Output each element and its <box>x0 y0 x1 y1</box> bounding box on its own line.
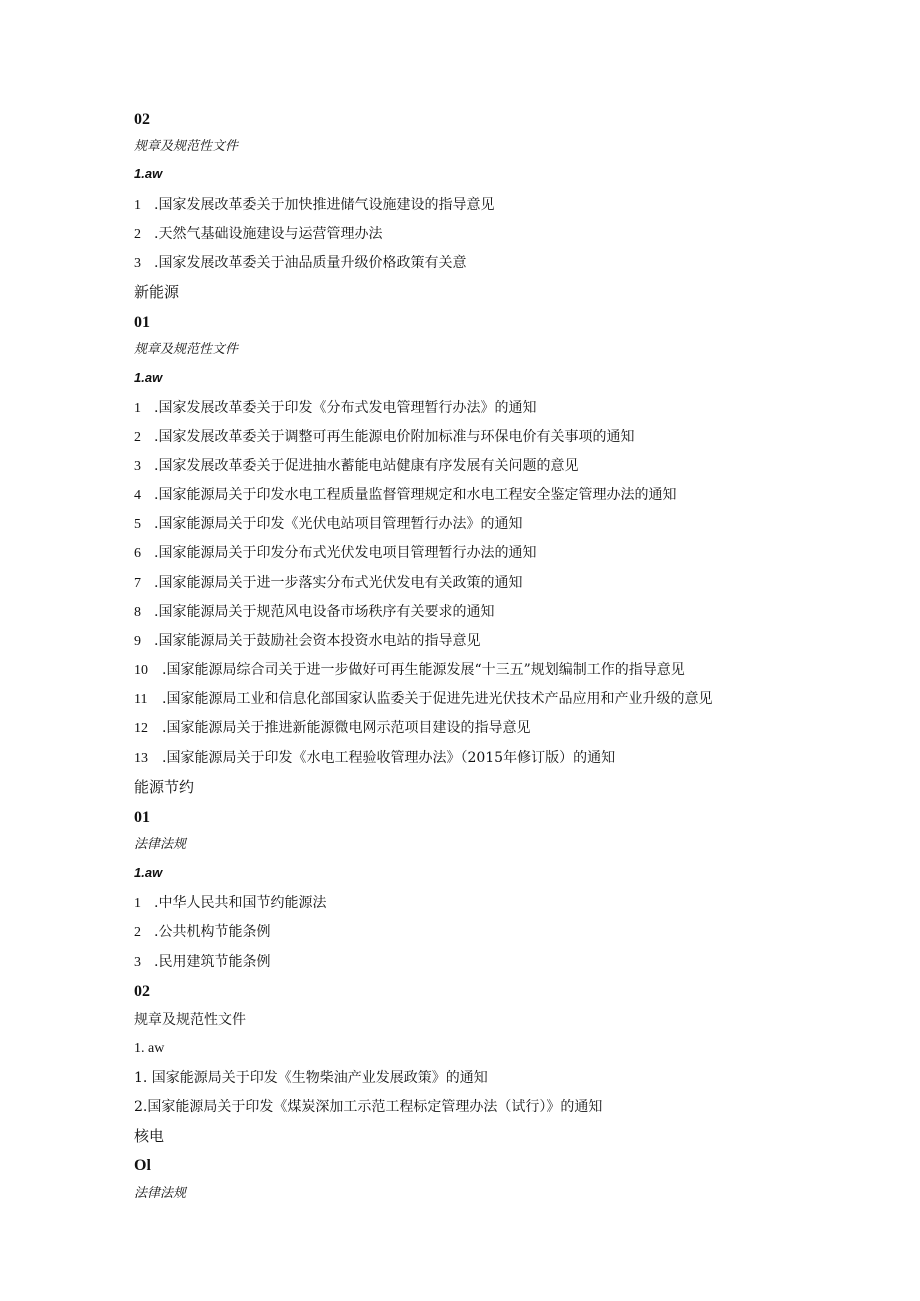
list-item-text: 1. 国家能源局关于印发《生物柴油产业发展政策》的通知 <box>134 1070 488 1086</box>
list-item-text: 2.国家能源局关于印发《煤炭深加工示范工程标定管理办法（试行）》的通知 <box>134 1099 603 1115</box>
section-heading: 能源节约 <box>134 778 195 796</box>
list-item-text: .民用建筑节能条例 <box>154 954 271 970</box>
list-item-number: 3 <box>134 955 141 970</box>
list-item-number: 1 <box>134 896 141 911</box>
list-item-number: 12 <box>134 721 148 736</box>
list-item <box>134 256 466 271</box>
list-item <box>134 605 494 620</box>
list-item <box>134 576 522 591</box>
list-item-number: 13 <box>134 751 148 766</box>
list-item-text: .天然气基础设施建设与运营管理办法 <box>154 226 383 242</box>
category-label: 规章及规范性文件 <box>134 342 239 357</box>
list-item <box>134 459 578 474</box>
list-item-text: .国家能源局关于鼓励社会资本投资水电站的指导意见 <box>154 633 481 649</box>
list-item <box>134 692 712 707</box>
list-item-number: 3 <box>134 256 141 271</box>
list-item-text: .国家发展改革委关于促进抽水蓄能电站健康有序发展有关问题的意见 <box>154 458 579 474</box>
list-item <box>134 663 685 678</box>
list-item-text: .国家发展改革委关于加快推进储气设施建设的指导意见 <box>154 197 495 213</box>
section-heading: 新能源 <box>134 283 180 301</box>
list-item-number: 2 <box>134 925 141 940</box>
list-item-text: .国家能源局关于印发分布式光伏发电项目管理暂行办法的通知 <box>154 545 537 561</box>
list-item <box>134 751 615 766</box>
list-item-number: 1 <box>134 198 141 213</box>
subsection-label: 1.aw <box>134 370 163 385</box>
list-item-text: .国家发展改革委关于油品质量升级价格政策有关意 <box>154 255 467 271</box>
list-item-text: .国家能源局综合司关于进一步做好可再生能源发展“十三五”规划编制工作的指导意见 <box>162 662 685 678</box>
list-item-text: .国家能源局关于印发《光伏电站项目管理暂行办法》的通知 <box>154 516 523 532</box>
list-item-text: .国家能源局工业和信息化部国家认监委关于促进先进光伏技术产品应用和产业升级的意见 <box>162 691 713 707</box>
list-item-text: .中华人民共和国节约能源法 <box>154 895 327 911</box>
list-item-number: 2 <box>134 227 141 242</box>
list-item <box>134 198 494 213</box>
list-item <box>134 1100 602 1114</box>
list-item-number: 4 <box>134 488 141 503</box>
list-item-number: 5 <box>134 517 141 532</box>
list-item-number: 2 <box>134 430 141 445</box>
list-item-number: 1 <box>134 401 141 416</box>
category-label: 规章及规范性文件 <box>134 1012 246 1028</box>
list-item-text: .国家能源局关于进一步落实分布式光伏发电有关政策的通知 <box>154 575 523 591</box>
list-item <box>134 430 634 445</box>
list-item-text: .国家发展改革委关于调整可再生能源电价附加标准与环保电价有关事项的通知 <box>154 429 635 445</box>
list-item-number: 7 <box>134 576 141 591</box>
list-item <box>134 401 536 416</box>
list-item-text: .国家能源局关于印发水电工程质量监督管理规定和水电工程安全鉴定管理办法的通知 <box>154 487 677 503</box>
category-label: 规章及规范性文件 <box>134 139 239 154</box>
list-item-text: .国家发展改革委关于印发《分布式发电管理暂行办法》的通知 <box>154 400 537 416</box>
list-item-text: .国家能源局关于规范风电设备市场秩序有关要求的通知 <box>154 604 495 620</box>
list-item <box>134 546 536 561</box>
list-item-text: .国家能源局关于印发《水电工程验收管理办法》（2015年修订版）的通知 <box>162 750 616 766</box>
subsection-label: 1.aw <box>134 865 163 880</box>
list-item <box>134 925 270 940</box>
section-heading: 核电 <box>134 1127 165 1145</box>
list-item-number: 10 <box>134 663 148 678</box>
list-item-text: .国家能源局关于推进新能源微电网示范项目建设的指导意见 <box>162 720 531 736</box>
list-item <box>134 721 530 736</box>
section-number: 02 <box>134 983 150 1000</box>
list-item <box>134 227 382 242</box>
category-label: 法律法规 <box>134 837 187 852</box>
list-item <box>134 634 480 649</box>
section-number: 02 <box>134 111 150 128</box>
category-label: 法律法规 <box>134 1186 187 1201</box>
list-item-number: 6 <box>134 546 141 561</box>
list-item <box>134 896 326 911</box>
list-item <box>134 1071 488 1085</box>
subsection-label: 1.aw <box>134 166 163 181</box>
list-item-number: 9 <box>134 634 141 649</box>
list-item-text: .公共机构节能条例 <box>154 924 271 940</box>
list-item <box>134 955 270 970</box>
section-number: 01 <box>134 314 150 331</box>
subsection-label: 1. aw <box>134 1041 165 1056</box>
list-item <box>134 517 522 532</box>
section-number: 01 <box>134 809 150 826</box>
list-item-number: 3 <box>134 459 141 474</box>
list-item-number: 11 <box>134 692 148 707</box>
list-item-number: 8 <box>134 605 141 620</box>
list-item <box>134 488 676 503</box>
section-number: Ol <box>134 1157 151 1174</box>
